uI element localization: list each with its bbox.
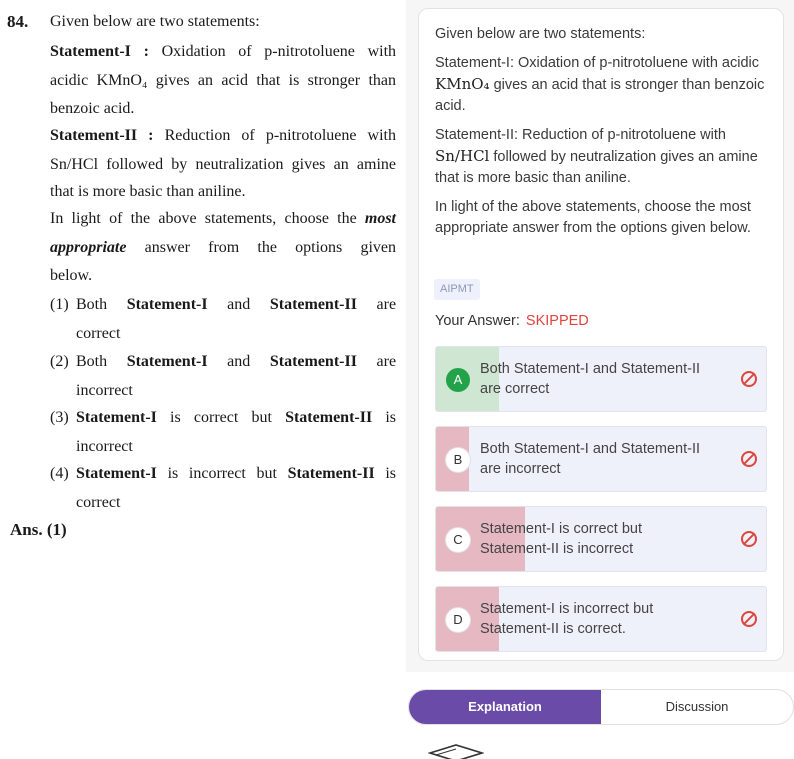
ban-icon	[741, 611, 757, 627]
panel-intro: Given below are two statements:	[435, 26, 646, 42]
option-c-letter: C	[446, 528, 470, 552]
option-c-text: Statement-I is correct but Statement-II is incorrect	[480, 521, 642, 557]
option-2-number: (2)	[50, 353, 69, 370]
answer-option-d[interactable]	[435, 586, 767, 652]
option-b-letter: B	[446, 448, 470, 472]
option-2-line: Both Statement-I and Statement-II are	[76, 353, 397, 370]
ban-icon	[741, 371, 757, 387]
option-d-text: Statement-I is incorrect but Statement-II is correct.	[480, 601, 654, 637]
exam-tag: AIPMT	[434, 279, 480, 300]
ban-icon	[741, 451, 757, 467]
option-4-continuation: correct	[76, 494, 121, 511]
option-3-number: (3)	[50, 409, 69, 426]
panel-instruction: In light of the above statements, choose the most appropriate answer from the options given below.	[435, 199, 751, 236]
option-3-line: Statement-I is correct but Statement-II is	[76, 409, 397, 426]
question-intro: Given below are two statements:	[50, 13, 260, 30]
tab-bar	[408, 689, 794, 725]
answer-key: Ans. (1)	[10, 520, 67, 539]
instruction-line-3: below.	[50, 267, 93, 284]
option-4-number: (4)	[50, 465, 69, 482]
option-1-continuation: correct	[76, 325, 121, 342]
statement-2-line-1: Statement-II : Reduction of p-nitrotoluene with	[50, 127, 396, 144]
answer-option-a[interactable]	[435, 346, 767, 412]
option-a-letter: A	[446, 368, 470, 392]
instruction-line-2: appropriate answer from the options given	[50, 239, 397, 256]
answer-option-c[interactable]	[435, 506, 767, 572]
option-2-continuation: incorrect	[76, 382, 133, 399]
statement-1-line-3: benzoic acid.	[50, 100, 135, 117]
formula-sn-hcl: Sn/HCl	[435, 147, 490, 165]
option-b-text: Both Statement-I and Statement-II are incorrect	[480, 441, 701, 477]
panel-statement-1: Statement-I: Oxidation of p-nitrotoluene with acidic KMnO₄ gives an acid that is stronger than benzoic acid.	[435, 55, 765, 114]
your-answer	[435, 313, 589, 329]
your-answer-label: Your Answer:	[435, 313, 520, 329]
panel-statement-2: Statement-II: Reduction of p-nitrotoluene with Sn/HCl followed by neutralization gives an amine that is more basic than aniline.	[435, 127, 758, 186]
answer-option-b[interactable]	[435, 426, 767, 492]
ban-icon	[741, 531, 757, 547]
option-4-line: Statement-I is incorrect but Statement-II is	[76, 465, 397, 482]
statement-1-line-2: acidic KMnO₄ gives an acid that is stronger than	[50, 72, 396, 89]
option-1-number: (1)	[50, 296, 69, 313]
option-a-text: Both Statement-I and Statement-II are correct	[480, 361, 701, 397]
your-answer-status: SKIPPED	[525, 313, 589, 329]
question-number: 84.	[7, 12, 29, 31]
statement-1-line-1: Statement-I : Oxidation of p-nitrotoluene with	[50, 43, 397, 60]
instruction-line-1: In light of the above statements, choose the most	[50, 210, 396, 227]
option-3-continuation: incorrect	[76, 438, 133, 455]
graduation-cap-icon	[428, 744, 484, 759]
statement-2-line-3: that is more basic than aniline.	[50, 183, 246, 200]
statement-2-line-2: Sn/HCl followed by neutralization gives an amine	[50, 156, 396, 173]
tab-explanation[interactable]: Explanation	[409, 690, 601, 724]
formula-kmno4: KMnO₄	[435, 75, 490, 93]
tab-discussion[interactable]: Discussion	[665, 699, 729, 714]
option-1-line: Both Statement-I and Statement-II are	[76, 296, 397, 313]
option-d-letter: D	[446, 608, 470, 632]
